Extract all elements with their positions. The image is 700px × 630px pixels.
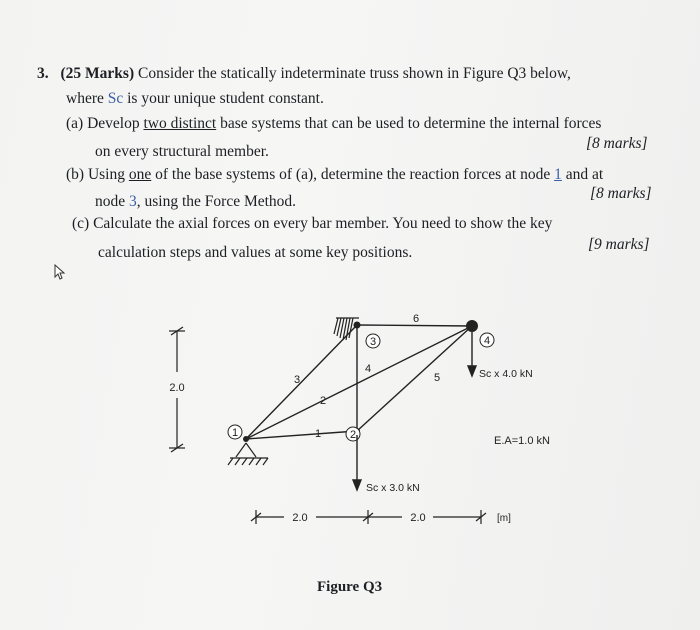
question-intro-2b: is your unique student constant. <box>123 90 324 107</box>
part-a-text-1a: Develop <box>87 115 144 132</box>
member-label-4: 4 <box>364 363 372 375</box>
span-left-label: 2.0 <box>292 512 308 524</box>
part-b-marks: [8 marks] <box>590 185 652 202</box>
part-b-node-a: 1 <box>554 166 562 183</box>
member-1-line <box>246 431 357 439</box>
member-6-line <box>357 325 472 326</box>
question-number: 3. <box>37 65 49 82</box>
member-label-3: 3 <box>293 374 301 386</box>
load-node-2: Sc x 3.0 kN <box>366 482 420 494</box>
question-intro-1: Consider the statically indeterminate truss shown in Figure Q3 below, <box>138 65 571 82</box>
span-dimension <box>251 510 486 524</box>
part-a-underlined: two distinct <box>143 115 217 132</box>
member-label-6: 6 <box>412 313 420 325</box>
member-label-1: 1 <box>314 428 322 440</box>
part-b-text-1c: and at <box>561 166 604 183</box>
node-label-2: 2 <box>349 429 357 441</box>
part-a-marks: [8 marks] <box>586 135 648 152</box>
node-label-1: 1 <box>231 427 239 439</box>
part-b-underlined: one <box>128 166 152 183</box>
part-b-text-2b: , using the Force Method. <box>136 193 297 210</box>
part-c-line-2: calculation steps and values at some key positions. <box>98 244 413 261</box>
part-b-text-1a: Using <box>87 166 129 183</box>
wall-support-node-3 <box>334 318 359 340</box>
part-c-marks: [9 marks] <box>588 236 650 253</box>
question-marks: (25 Marks) <box>60 65 135 82</box>
member-label-5: 5 <box>433 372 441 384</box>
height-dimension-label: 2.0 <box>169 382 185 394</box>
figure-caption: Figure Q3 <box>317 579 383 595</box>
member-label-2: 2 <box>319 395 327 407</box>
part-b-text-2a: node <box>95 193 130 210</box>
student-constant: Sc <box>107 90 124 107</box>
unit-label: [m] <box>497 513 511 524</box>
node-label-4: 4 <box>483 335 491 347</box>
pin-support-node-1 <box>228 443 268 465</box>
load-node-4: Sc x 4.0 kN <box>479 368 533 380</box>
part-a-text-1b: base systems that can be used to determine the internal forces <box>216 115 602 132</box>
part-c-label: (c) <box>72 215 90 232</box>
member-3-line <box>246 325 357 439</box>
part-a-label: (a) <box>66 115 84 132</box>
span-right-label: 2.0 <box>410 512 426 524</box>
part-a-line-2: on every structural member. <box>95 143 269 160</box>
part-b-text-1b: of the base systems of (a), determine the reaction forces at node <box>151 166 555 183</box>
stiffness-label: E.A=1.0 kN <box>494 435 550 447</box>
part-b-node-b: 3 <box>129 193 137 210</box>
question-intro-2a: where <box>66 90 108 107</box>
node-label-3: 3 <box>369 336 377 348</box>
part-b-label: (b) <box>66 166 85 183</box>
part-c-text-1: Calculate the axial forces on every bar member. You need to show the key <box>93 215 553 232</box>
